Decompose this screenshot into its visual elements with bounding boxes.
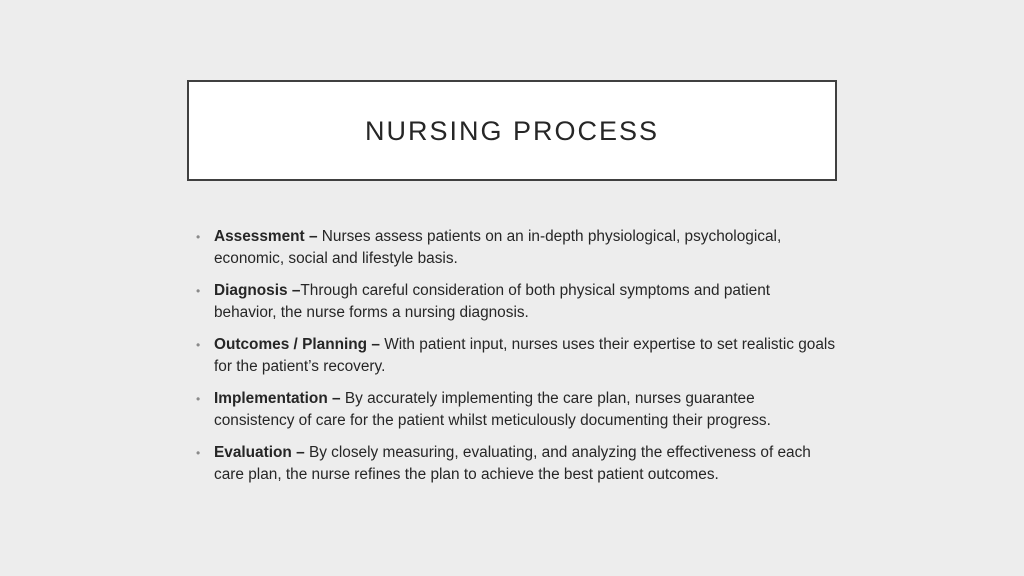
- bullet-text: Nurses assess patients on an in-depth physiological, psychological, economic, social and lifestyle basis.: [214, 228, 782, 267]
- bullet-item-outcomes-planning: [196, 334, 836, 378]
- bullet-term: Diagnosis –: [214, 282, 301, 299]
- bullet-dot-icon: •: [196, 284, 201, 298]
- bullet-item-assessment: [196, 226, 836, 270]
- bullet-item-evaluation: [196, 442, 836, 486]
- bullet-text: With patient input, nurses uses their expertise to set realistic goals for the patient’s recovery.: [214, 336, 836, 375]
- slide-title: NURSING PROCESS: [364, 116, 660, 146]
- bullet-text: By accurately implementing the care plan, nurses guarantee consistency of care for the patient whilst meticulously documenting their progress.: [214, 390, 771, 429]
- bullet-term: Implementation –: [214, 390, 341, 407]
- bullet-term: Assessment –: [214, 228, 318, 245]
- bullet-text: By closely measuring, evaluating, and analyzing the effectiveness of each care plan, the nurse refines the plan to achieve the best patient outcomes.: [214, 444, 811, 483]
- bullet-dot-icon: •: [196, 338, 201, 352]
- title-box: [187, 80, 837, 181]
- bullet-dot-icon: •: [196, 230, 201, 244]
- bullet-dot-icon: •: [196, 446, 201, 460]
- bullet-dot-icon: •: [196, 392, 201, 406]
- bullet-term: Outcomes / Planning –: [214, 336, 380, 353]
- bullet-term: Evaluation –: [214, 444, 305, 461]
- bullet-item-implementation: [196, 388, 836, 432]
- bullet-list: [196, 226, 836, 496]
- bullet-text: Through careful consideration of both physical symptoms and patient behavior, the nurse forms a nursing diagnosis.: [214, 282, 771, 321]
- bullet-item-diagnosis: [196, 280, 836, 324]
